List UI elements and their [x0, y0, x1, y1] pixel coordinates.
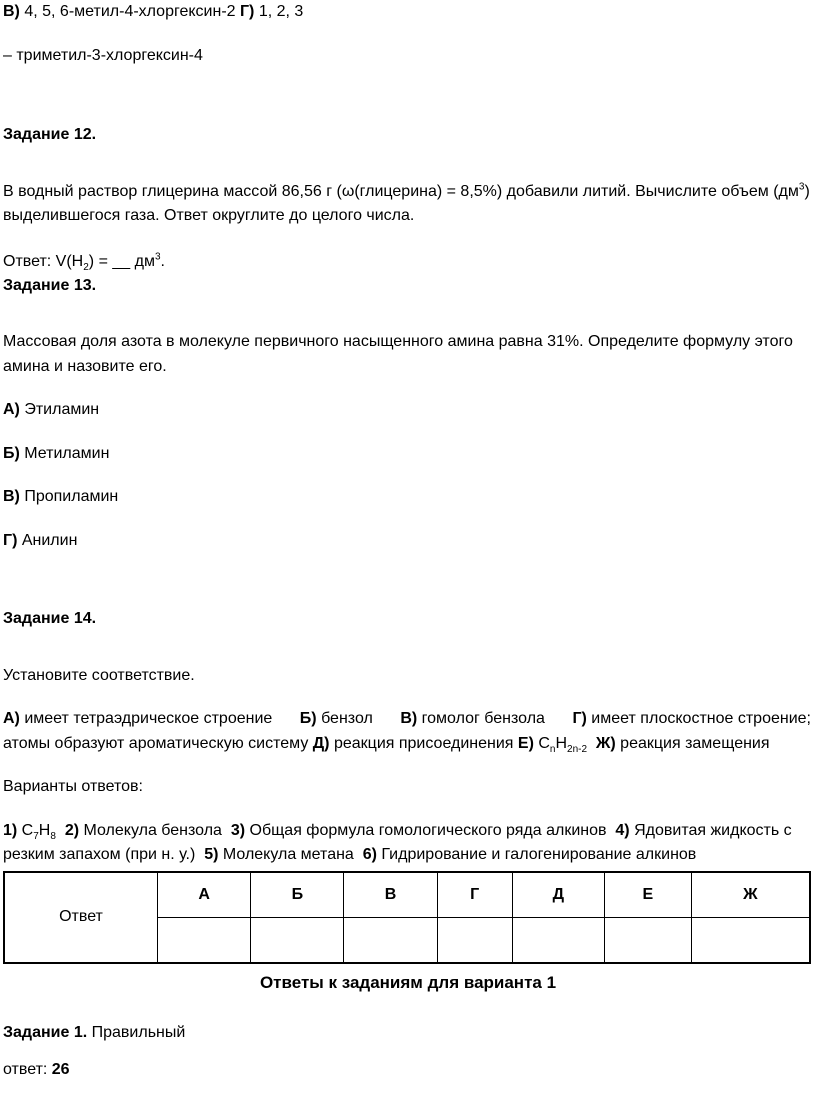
answer-cell-zh[interactable]	[691, 918, 810, 964]
task14-intro: Установите соответствие.	[3, 667, 195, 684]
task13-option-a: А) Этиламин	[3, 401, 100, 418]
answer-header-e: Е	[604, 872, 691, 918]
answer-cell-e[interactable]	[604, 918, 691, 964]
answer-row-label: Ответ	[4, 872, 158, 963]
task14-variants-line1: 1) $C_7H_8$ 2) Молекула бензола 3) Общая формула гомологического ряда алкинов 4) Ядовитая жидкость с	[3, 822, 792, 843]
task12-answer: Ответ: $V(H_2)$ = __ $дм^3$.	[3, 251, 165, 274]
answer-header-a: А	[158, 872, 251, 918]
task14-variants-line2: резким запахом (при н. у.) 5) Молекула метана 6) Гидрирование и галогенирование алкинов	[3, 846, 697, 863]
option-letter-g: Г)	[239, 3, 255, 20]
task14-variants-title: Варианты ответов:	[3, 778, 143, 795]
answers-section-title: Ответы к заданиям для варианта 1	[259, 973, 557, 992]
task13-option-v: В) Пропиламин	[3, 488, 119, 505]
task13-option-b: Б) Метиламин	[3, 445, 110, 462]
answer-header-d: Д	[512, 872, 604, 918]
answer-table-header-row	[4, 872, 810, 918]
task13-text-line2: амина и назовите его.	[3, 358, 167, 375]
option-text-cont: – триметил-3-хлоргексин-4	[3, 47, 203, 64]
task14-items-line2: атомы образуют ароматическую систему Д) реакция присоединения Е) $C_nH_{2n-2}$ Ж) реакция замещения	[3, 735, 770, 756]
task12-text-line2: выделившегося газа. Ответ округлите до целого числа.	[3, 207, 415, 224]
option-line-continuation	[3, 44, 203, 69]
option-line-v-g	[3, 0, 303, 25]
option-letter-v: В)	[3, 3, 20, 20]
option-text-v: 4, 5, 6-метил-4-хлоргексин-2	[19, 3, 240, 20]
answer-cell-a[interactable]	[158, 918, 251, 964]
task13-text-line1: Массовая доля азота в молекуле первичного насыщенного амина равна 31%. Определите формулу этого	[3, 333, 793, 350]
task14-items-line1: А) имеет тетраэдрическое строение Б) бензол В) гомолог бензола Г) имеет плоскостное строение;	[3, 710, 811, 727]
option-text-g: 1, 2, 3	[254, 3, 304, 20]
answers-task1: Задание 1. Правильный	[3, 1024, 186, 1041]
answer-header-v: В	[344, 872, 437, 918]
task13-option-g: Г) Анилин	[3, 532, 78, 549]
answer-cell-d[interactable]	[512, 918, 604, 964]
task12-text-line1: В водный раствор глицерина массой 86,56 г (ω(глицерина) = 8,5%) добавили литий. Вычислите объем $(дм^3)$	[3, 181, 810, 200]
answer-cell-g[interactable]	[437, 918, 512, 964]
answer-header-g: Г	[437, 872, 512, 918]
answer-header-zh: Ж	[691, 872, 810, 918]
answer-cell-v[interactable]	[344, 918, 437, 964]
answers-task1-answer: ответ: 26	[3, 1061, 70, 1078]
task14-title: Задание 14.	[3, 610, 97, 627]
answer-table	[3, 871, 811, 964]
answer-header-b: Б	[251, 872, 344, 918]
task13-title: Задание 13.	[3, 277, 97, 294]
answer-cell-b[interactable]	[251, 918, 344, 964]
task12-title: Задание 12.	[3, 126, 97, 143]
